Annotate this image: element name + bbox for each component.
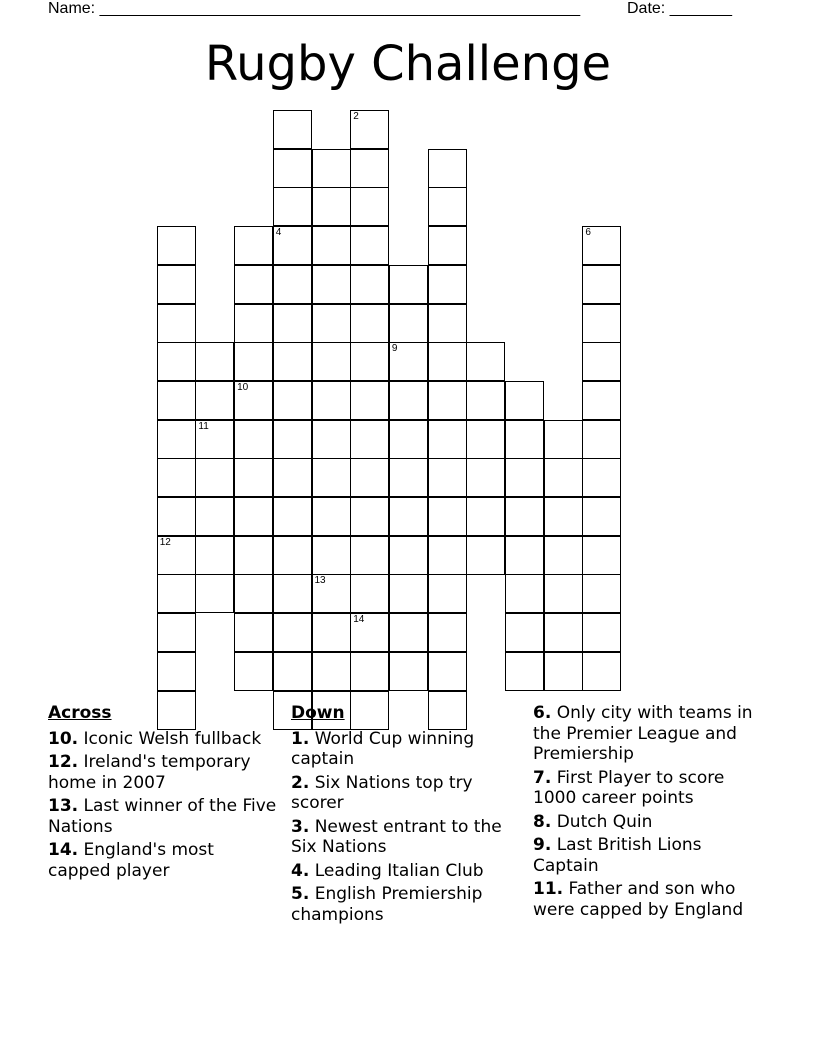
grid-cell[interactable] [273,497,312,536]
grid-cell[interactable] [428,497,467,536]
clue-text: Last winner of the Five Nations [48,796,277,837]
grid-cell[interactable] [466,536,505,575]
grid-cell[interactable] [544,574,583,613]
grid-cell[interactable] [312,420,351,459]
grid-cell[interactable] [350,342,389,381]
grid-cell[interactable] [350,149,389,188]
grid-cell[interactable] [544,497,583,536]
grid-cell[interactable] [312,304,351,343]
grid-cell[interactable] [157,304,196,343]
grid-cell[interactable] [312,187,351,226]
grid-cell[interactable] [312,342,351,381]
grid-cell[interactable] [582,536,621,575]
name-field-label: Name: ______________________________________________________ [48,0,581,17]
grid-cell[interactable] [582,226,621,265]
clue-number-label: 12 [159,536,171,548]
grid-cell[interactable] [273,652,312,691]
grid-cell[interactable] [234,652,273,691]
grid-cell[interactable] [505,381,544,420]
grid-cell[interactable] [389,381,428,420]
grid-cell[interactable] [428,574,467,613]
clue-text: Father and son who were capped by England [533,879,744,920]
grid-cell[interactable] [350,265,389,304]
grid-cell[interactable] [350,226,389,265]
clue-number-label: 9 [391,343,398,355]
clue-number: 14. [48,840,79,860]
grid-cell[interactable] [389,458,428,497]
grid-cell[interactable] [466,381,505,420]
grid-cell[interactable] [157,265,196,304]
grid-cell[interactable] [195,342,234,381]
clue-text: Iconic Welsh fullback [78,728,262,749]
grid-cell[interactable] [312,265,351,304]
grid-cell[interactable] [312,497,351,536]
grid-cell[interactable] [312,226,351,265]
grid-cell[interactable] [389,536,428,575]
grid-cell[interactable] [505,536,544,575]
grid-cell[interactable] [273,187,312,226]
clue-number: 2. [291,772,310,793]
clue-number: 1. [291,728,310,749]
clue-down-4 [291,861,523,882]
grid-cell[interactable] [466,497,505,536]
clue-text: Ireland's temporary home in 2007 [48,752,251,793]
grid-cell[interactable] [505,613,544,652]
grid-cell[interactable] [157,536,196,575]
grid-cell[interactable] [544,652,583,691]
grid-cell[interactable] [157,574,196,613]
clue-number-label: 13 [314,575,326,587]
grid-cell[interactable] [273,265,312,304]
grid-cell[interactable] [389,497,428,536]
grid-cell[interactable] [157,226,196,265]
clue-number: 13. [48,796,79,816]
grid-cell[interactable] [312,574,351,613]
clue-down-9 [533,835,765,876]
grid-cell[interactable] [195,536,234,575]
date-field-label: Date: _______ [627,0,732,17]
grid-cell[interactable] [505,458,544,497]
grid-cell[interactable] [582,420,621,459]
grid-cell[interactable] [582,652,621,691]
clue-down-2 [291,773,523,814]
grid-cell[interactable] [350,304,389,343]
grid-cell[interactable] [234,613,273,652]
grid-cell[interactable] [582,613,621,652]
grid-cell[interactable] [582,458,621,497]
grid-cell[interactable] [582,497,621,536]
grid-cell[interactable] [273,536,312,575]
grid-cell[interactable] [428,149,467,188]
grid-cell[interactable] [157,381,196,420]
grid-cell[interactable] [234,226,273,265]
grid-cell[interactable] [582,574,621,613]
grid-cell[interactable] [544,458,583,497]
clue-down-1 [291,729,523,770]
clue-down-8 [533,812,765,833]
page-title: Rugby Challenge [204,36,612,92]
grid-cell[interactable] [312,536,351,575]
down-clues [291,703,523,928]
grid-cell[interactable] [350,187,389,226]
grid-cell[interactable] [350,420,389,459]
down-heading: Down [291,703,345,723]
clue-text: Leading Italian Club [309,860,484,881]
grid-cell[interactable] [466,342,505,381]
grid-cell[interactable] [389,652,428,691]
grid-cell[interactable] [195,381,234,420]
grid-cell[interactable] [428,265,467,304]
grid-cell[interactable] [389,265,428,304]
grid-cell[interactable] [428,420,467,459]
grid-cell[interactable] [389,342,428,381]
clue-text: World Cup winning captain [291,728,475,769]
clue-down-11 [533,879,765,920]
grid-cell[interactable] [582,304,621,343]
grid-cell[interactable] [544,613,583,652]
grid-cell[interactable] [195,497,234,536]
grid-cell[interactable] [350,110,389,149]
grid-cell[interactable] [195,574,234,613]
grid-cell[interactable] [428,652,467,691]
clue-text: England's most capped player [48,840,214,881]
grid-cell[interactable] [428,613,467,652]
grid-cell[interactable] [273,110,312,149]
grid-cell[interactable] [544,420,583,459]
clue-text: Six Nations top try scorer [291,772,473,813]
grid-cell[interactable] [157,458,196,497]
clue-number: 12. [48,752,79,772]
grid-cell[interactable] [389,574,428,613]
grid-cell[interactable] [389,420,428,459]
clue-number: 11. [533,879,564,899]
clue-number: 8. [533,811,552,832]
grid-cell[interactable] [466,420,505,459]
clue-number: 3. [291,816,310,837]
clue-across-13 [48,796,280,837]
grid-cell[interactable] [582,381,621,420]
grid-cell[interactable] [350,497,389,536]
grid-cell[interactable] [428,342,467,381]
grid-cell[interactable] [312,458,351,497]
grid-cell[interactable] [428,536,467,575]
clue-number: 7. [533,767,552,788]
clue-text: English Premiership champions [291,884,483,925]
grid-cell[interactable] [234,342,273,381]
clue-number-label: 14 [353,614,365,626]
grid-cell[interactable] [157,497,196,536]
grid-cell[interactable] [505,420,544,459]
grid-cell[interactable] [157,613,196,652]
clue-number-label: 11 [198,420,209,432]
grid-cell[interactable] [582,265,621,304]
grid-cell[interactable] [195,420,234,459]
grid-cell[interactable] [350,458,389,497]
grid-cell[interactable] [234,536,273,575]
grid-cell[interactable] [505,652,544,691]
clue-number-label: 10 [237,381,249,393]
clue-down-5 [291,884,523,925]
grid-cell[interactable] [234,458,273,497]
clue-number: 4. [291,860,310,881]
grid-cell[interactable] [273,342,312,381]
clue-number-label: 2 [353,111,359,122]
clue-number: 6. [533,703,552,723]
grid-cell[interactable] [234,381,273,420]
clue-across-12 [48,752,280,793]
clue-text: Only city with teams in the Premier League and Premiership [533,703,753,764]
grid-cell[interactable] [428,304,467,343]
grid-cell[interactable] [234,304,273,343]
grid-cell[interactable] [312,652,351,691]
grid-cell[interactable] [505,574,544,613]
clue-down-6 [533,703,765,765]
grid-cell[interactable] [466,458,505,497]
clue-down-7 [533,768,765,809]
grid-cell[interactable] [582,342,621,381]
clue-number: 5. [291,884,310,904]
grid-cell[interactable] [234,574,273,613]
grid-cell[interactable] [505,497,544,536]
clue-down-3 [291,817,523,858]
clue-across-10 [48,729,280,750]
grid-cell[interactable] [273,304,312,343]
grid-cell[interactable] [273,226,312,265]
grid-cell[interactable] [273,420,312,459]
grid-cell[interactable] [544,536,583,575]
clue-number-label: 6 [585,227,591,239]
grid-cell[interactable] [428,187,467,226]
grid-cell[interactable] [195,458,234,497]
grid-cell[interactable] [389,304,428,343]
grid-cell[interactable] [350,652,389,691]
grid-cell[interactable] [273,613,312,652]
grid-cell[interactable] [157,652,196,691]
clue-text: Newest entrant to the Six Nations [291,816,502,857]
clue-number: 10. [48,728,79,749]
grid-cell[interactable] [389,613,428,652]
clue-across-14 [48,840,280,881]
grid-cell[interactable] [350,536,389,575]
down-clues-continued [533,703,765,923]
across-clues [48,703,280,884]
grid-cell[interactable] [157,420,196,459]
grid-cell[interactable] [273,381,312,420]
grid-cell[interactable] [428,226,467,265]
grid-cell[interactable] [350,574,389,613]
grid-cell[interactable] [350,613,389,652]
grid-cell[interactable] [428,458,467,497]
grid-cell[interactable] [428,381,467,420]
clue-text: Last British Lions Captain [533,835,702,876]
grid-cell[interactable] [350,381,389,420]
grid-cell[interactable] [234,497,273,536]
clue-text: Dutch Quin [551,811,653,832]
clue-number: 9. [533,835,552,855]
grid-cell[interactable] [312,149,351,188]
clue-number-label: 4 [275,227,282,239]
grid-cell[interactable] [312,613,351,652]
grid-cell[interactable] [234,420,273,459]
across-heading: Across [48,703,112,723]
grid-cell[interactable] [157,342,196,381]
grid-cell[interactable] [273,458,312,497]
clue-text: First Player to score 1000 career points [533,767,725,808]
grid-cell[interactable] [312,381,351,420]
grid-cell[interactable] [273,149,312,188]
grid-cell[interactable] [273,574,312,613]
grid-cell[interactable] [234,265,273,304]
